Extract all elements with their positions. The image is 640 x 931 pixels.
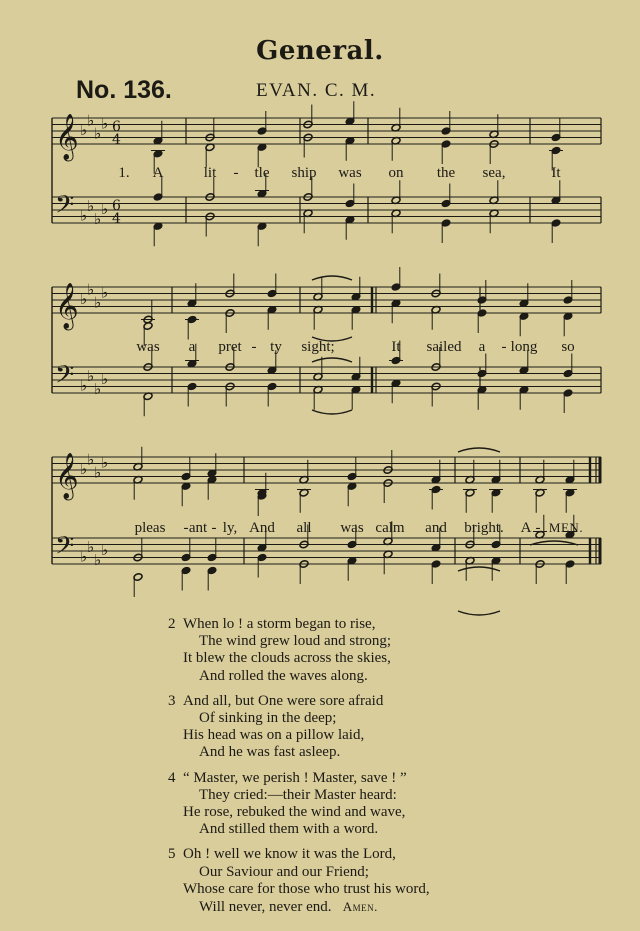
time-signature-top: 6 bbox=[112, 119, 121, 135]
flat-sign: ♭ bbox=[80, 376, 88, 395]
verse-line: Our Saviour and our Friend; bbox=[199, 863, 369, 880]
lyric-syllable: lit bbox=[203, 165, 217, 181]
verse-number: 3 bbox=[168, 692, 176, 709]
lyric-syllable: - bbox=[251, 339, 257, 355]
tie-arc bbox=[458, 567, 500, 571]
verse-line: Will never, never end. bbox=[199, 899, 332, 916]
verses bbox=[168, 616, 430, 924]
lyric-syllable: the bbox=[436, 165, 456, 181]
flat-sign: ♭ bbox=[94, 209, 102, 228]
lyric-syllable: - bbox=[535, 520, 541, 536]
treble-clef-icon: 𝄞 bbox=[55, 453, 79, 499]
verse-line: “ Master, we perish ! Master, save ! ” bbox=[183, 769, 407, 786]
bass-clef-icon: 𝄢 bbox=[55, 360, 75, 396]
verse-line: He rose, rebuked the wind and wave, bbox=[183, 804, 406, 821]
verse-2 bbox=[168, 616, 430, 685]
flat-sign: ♭ bbox=[94, 293, 102, 312]
lyric-syllable: MEN. bbox=[548, 520, 584, 535]
flat-sign: ♭ bbox=[101, 283, 109, 302]
flat-sign: ♭ bbox=[101, 453, 109, 472]
lyric-syllable: - bbox=[183, 520, 189, 536]
lyric-syllable: and bbox=[425, 520, 447, 536]
time-signature-bottom: 4 bbox=[112, 132, 121, 148]
verse-number: 4 bbox=[168, 769, 176, 786]
verse-number: 5 bbox=[168, 846, 176, 863]
lyric-syllable: - bbox=[211, 520, 217, 536]
lyric-syllable: A bbox=[520, 520, 532, 536]
lyric-syllable: long bbox=[510, 339, 538, 355]
lyric-syllable: a bbox=[478, 339, 486, 355]
time-signature-bottom: 4 bbox=[112, 211, 121, 227]
verse-line: And stilled them with a word. bbox=[199, 821, 379, 838]
verse-line: They cried:—their Master heard: bbox=[199, 786, 397, 803]
lyric-syllable: And bbox=[249, 520, 275, 536]
lyric-syllable: sight; bbox=[301, 339, 335, 355]
lyric-syllable: tle bbox=[254, 165, 270, 181]
flat-sign: ♭ bbox=[87, 450, 95, 469]
lyric-syllable: all bbox=[296, 520, 312, 536]
lyric-syllable: ly, bbox=[222, 520, 238, 536]
flat-sign: ♭ bbox=[80, 290, 88, 308]
lyric-syllable: 1. bbox=[118, 165, 130, 181]
lyric-syllable: It bbox=[391, 339, 401, 355]
verse-line: The wind grew loud and strong; bbox=[199, 633, 392, 650]
lyric-syllable: a bbox=[188, 339, 196, 355]
flat-sign: ♭ bbox=[80, 206, 88, 225]
flat-sign: ♭ bbox=[101, 541, 109, 559]
lyric-syllable: so bbox=[561, 339, 575, 355]
tie-arc bbox=[458, 611, 500, 615]
lyric-syllable: It bbox=[551, 165, 561, 181]
lyric-syllable: calm bbox=[375, 520, 405, 536]
lyric-syllable: was bbox=[340, 520, 364, 536]
bass-clef-icon: 𝄢 bbox=[55, 190, 75, 226]
flat-sign: ♭ bbox=[80, 547, 88, 566]
flat-sign: ♭ bbox=[101, 200, 109, 218]
lyric-syllable: pleas bbox=[134, 520, 166, 536]
lyric-syllable: pret bbox=[218, 339, 242, 355]
verse-line: His head was on a pillow laid, bbox=[183, 727, 365, 744]
flat-sign: ♭ bbox=[87, 537, 95, 556]
verse-line: It blew the clouds across the skies, bbox=[183, 650, 391, 667]
verse-5 bbox=[168, 846, 430, 916]
verse-line: And rolled the waves along. bbox=[199, 667, 368, 684]
flat-sign: ♭ bbox=[80, 121, 88, 139]
hymn-number: No. 136. bbox=[76, 76, 172, 104]
flat-sign: ♭ bbox=[87, 280, 95, 299]
flat-sign: ♭ bbox=[87, 366, 95, 385]
flat-sign: ♭ bbox=[94, 379, 102, 398]
flat-sign: ♭ bbox=[101, 370, 109, 388]
flat-sign: ♭ bbox=[101, 114, 109, 133]
verse-3 bbox=[168, 693, 430, 762]
verse-line: When lo ! a storm began to rise, bbox=[183, 616, 376, 632]
lyric-syllable: bright. bbox=[464, 520, 504, 536]
verse-number: 2 bbox=[168, 616, 176, 632]
lyric-syllable: sailed bbox=[426, 339, 462, 355]
flat-sign: ♭ bbox=[87, 196, 95, 215]
bass-clef-icon: 𝄢 bbox=[55, 531, 75, 567]
amen-label: Amen. bbox=[342, 899, 378, 915]
verse-line: And all, but One were sore afraid bbox=[183, 692, 384, 709]
lyric-syllable: sea, bbox=[482, 165, 506, 181]
lyric-syllable: A bbox=[152, 165, 164, 181]
treble-clef-icon: 𝄞 bbox=[55, 283, 79, 329]
flat-sign: ♭ bbox=[94, 550, 102, 569]
flat-sign: ♭ bbox=[87, 111, 95, 130]
time-signature-top: 6 bbox=[112, 198, 121, 214]
lyric-syllable: - bbox=[233, 165, 239, 181]
lyric-syllable: ant bbox=[188, 520, 208, 536]
verse-line: Oh ! well we know it was the Lord, bbox=[183, 846, 396, 863]
lyric-syllable: was bbox=[338, 165, 362, 181]
tie-arc bbox=[312, 358, 352, 362]
tie-arc bbox=[312, 276, 352, 280]
treble-clef-icon: 𝄞 bbox=[55, 114, 79, 160]
verse-line: Whose care for those who trust his word, bbox=[183, 880, 430, 897]
verse-line: Of sinking in the deep; bbox=[199, 710, 337, 727]
lyric-syllable: on bbox=[388, 165, 404, 181]
lyric-syllable: ship bbox=[291, 165, 317, 181]
verse-4 bbox=[168, 770, 430, 839]
tie-arc bbox=[312, 410, 352, 414]
lyric-syllable: - bbox=[501, 339, 507, 355]
flat-sign: ♭ bbox=[94, 463, 102, 482]
tie-arc bbox=[458, 448, 500, 452]
section-title: General. bbox=[256, 36, 384, 66]
flat-sign: ♭ bbox=[80, 460, 88, 478]
flat-sign: ♭ bbox=[94, 124, 102, 143]
lyric-syllable: ty bbox=[270, 339, 282, 355]
verse-line: And he was fast asleep. bbox=[199, 744, 341, 761]
tune-name: EVAN. C. M. bbox=[256, 80, 377, 101]
lyric-syllable: was bbox=[136, 339, 160, 355]
